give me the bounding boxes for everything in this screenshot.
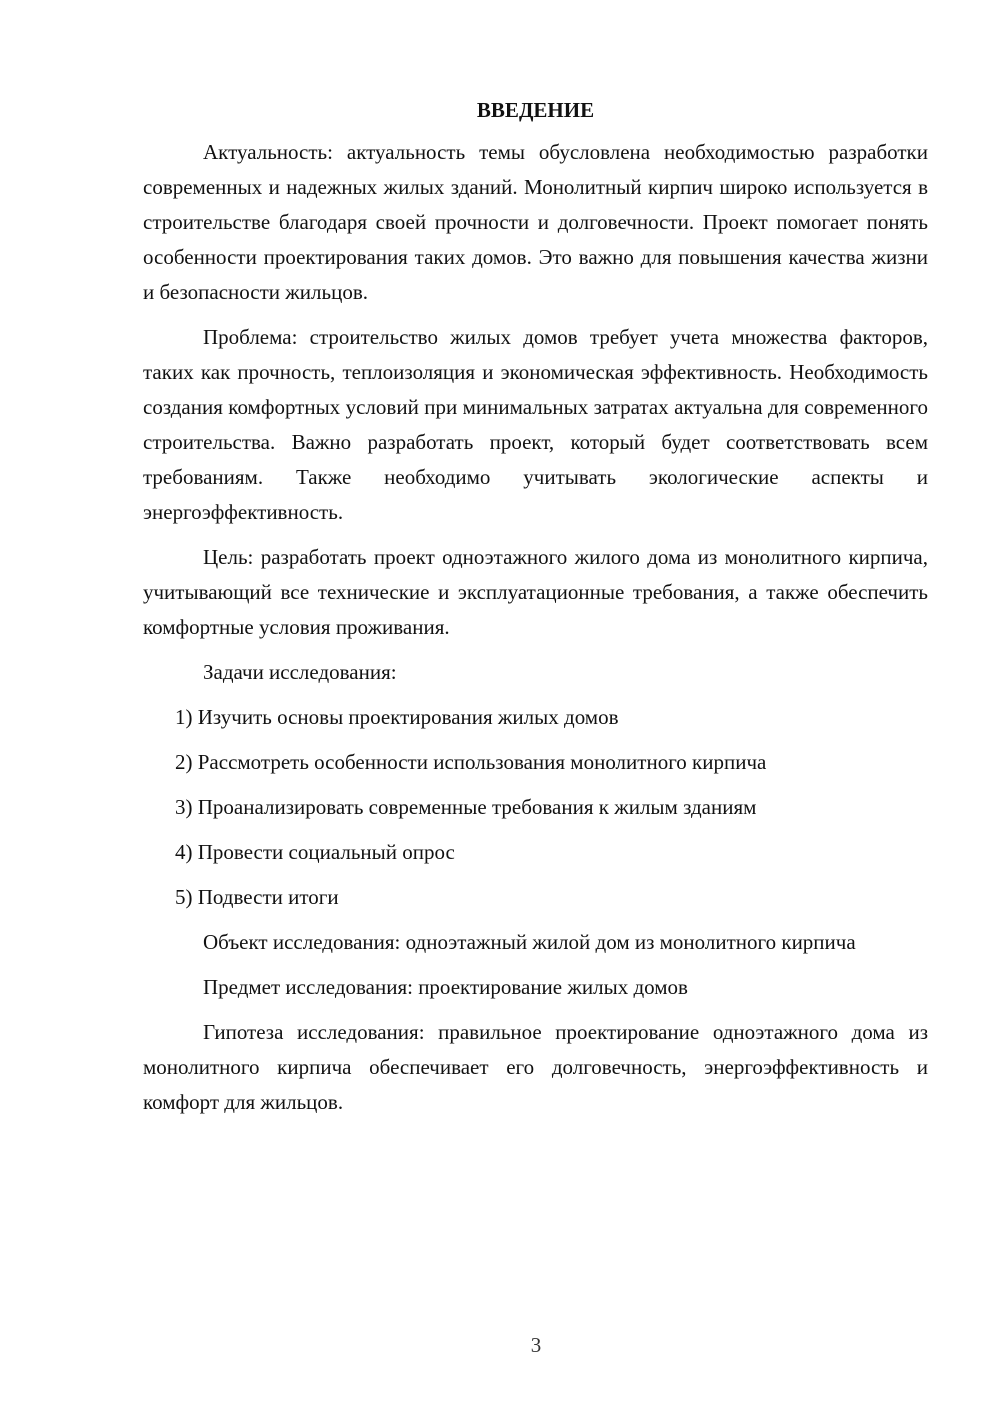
subject-paragraph: Предмет исследования: проектирование жилых домов xyxy=(203,975,688,999)
page-number: 3 xyxy=(530,1333,542,1357)
tasks-list xyxy=(143,700,928,915)
task-item: 2) Рассмотреть особенности использования монолитного кирпича xyxy=(175,750,767,774)
page-title: ВВЕДЕНИЕ xyxy=(476,98,595,122)
object-paragraph: Объект исследования: одноэтажный жилой дом из монолитного кирпича xyxy=(203,930,856,954)
task-item: 4) Провести социальный опрос xyxy=(175,840,455,864)
relevance-paragraph: Актуальность: актуальность темы обусловлена необходимостью разработки современных и надежных жилых зданий. Монолитный кирпич широко используется в строительстве благодаря своей прочности и долговечности. Проект помогает понять особенности проектирования таких домов. Это важно для повышения качества жизни и безопасности жильцов. xyxy=(143,140,928,304)
hypothesis-paragraph: Гипотеза исследования: правильное проектирование одноэтажного дома из монолитного кирпича обеспечивает его долговечность, энергоэффективность и комфорт для жильцов. xyxy=(143,1020,928,1114)
task-item: 3) Проанализировать современные требования к жилым зданиям xyxy=(175,795,757,819)
goal-paragraph: Цель: разработать проект одноэтажного жилого дома из монолитного кирпича, учитывающий все технические и эксплуатационные требования, а также обеспечить комфортные условия проживания. xyxy=(143,545,928,639)
page-content xyxy=(143,95,928,1130)
problem-paragraph: Проблема: строительство жилых домов требует учета множества факторов, таких как прочность, теплоизоляция и экономическая эффективность. Необходимость создания комфортных условий при минимальных затратах актуальна для современного строительства. Важно разработать проект, который будет соответствовать всем требованиям. Также необходимо учитывать экологические аспекты и энергоэффективность. xyxy=(143,325,928,524)
tasks-heading: Задачи исследования: xyxy=(203,660,397,684)
task-item: 1) Изучить основы проектирования жилых домов xyxy=(175,705,619,729)
task-item: 5) Подвести итоги xyxy=(175,885,339,909)
